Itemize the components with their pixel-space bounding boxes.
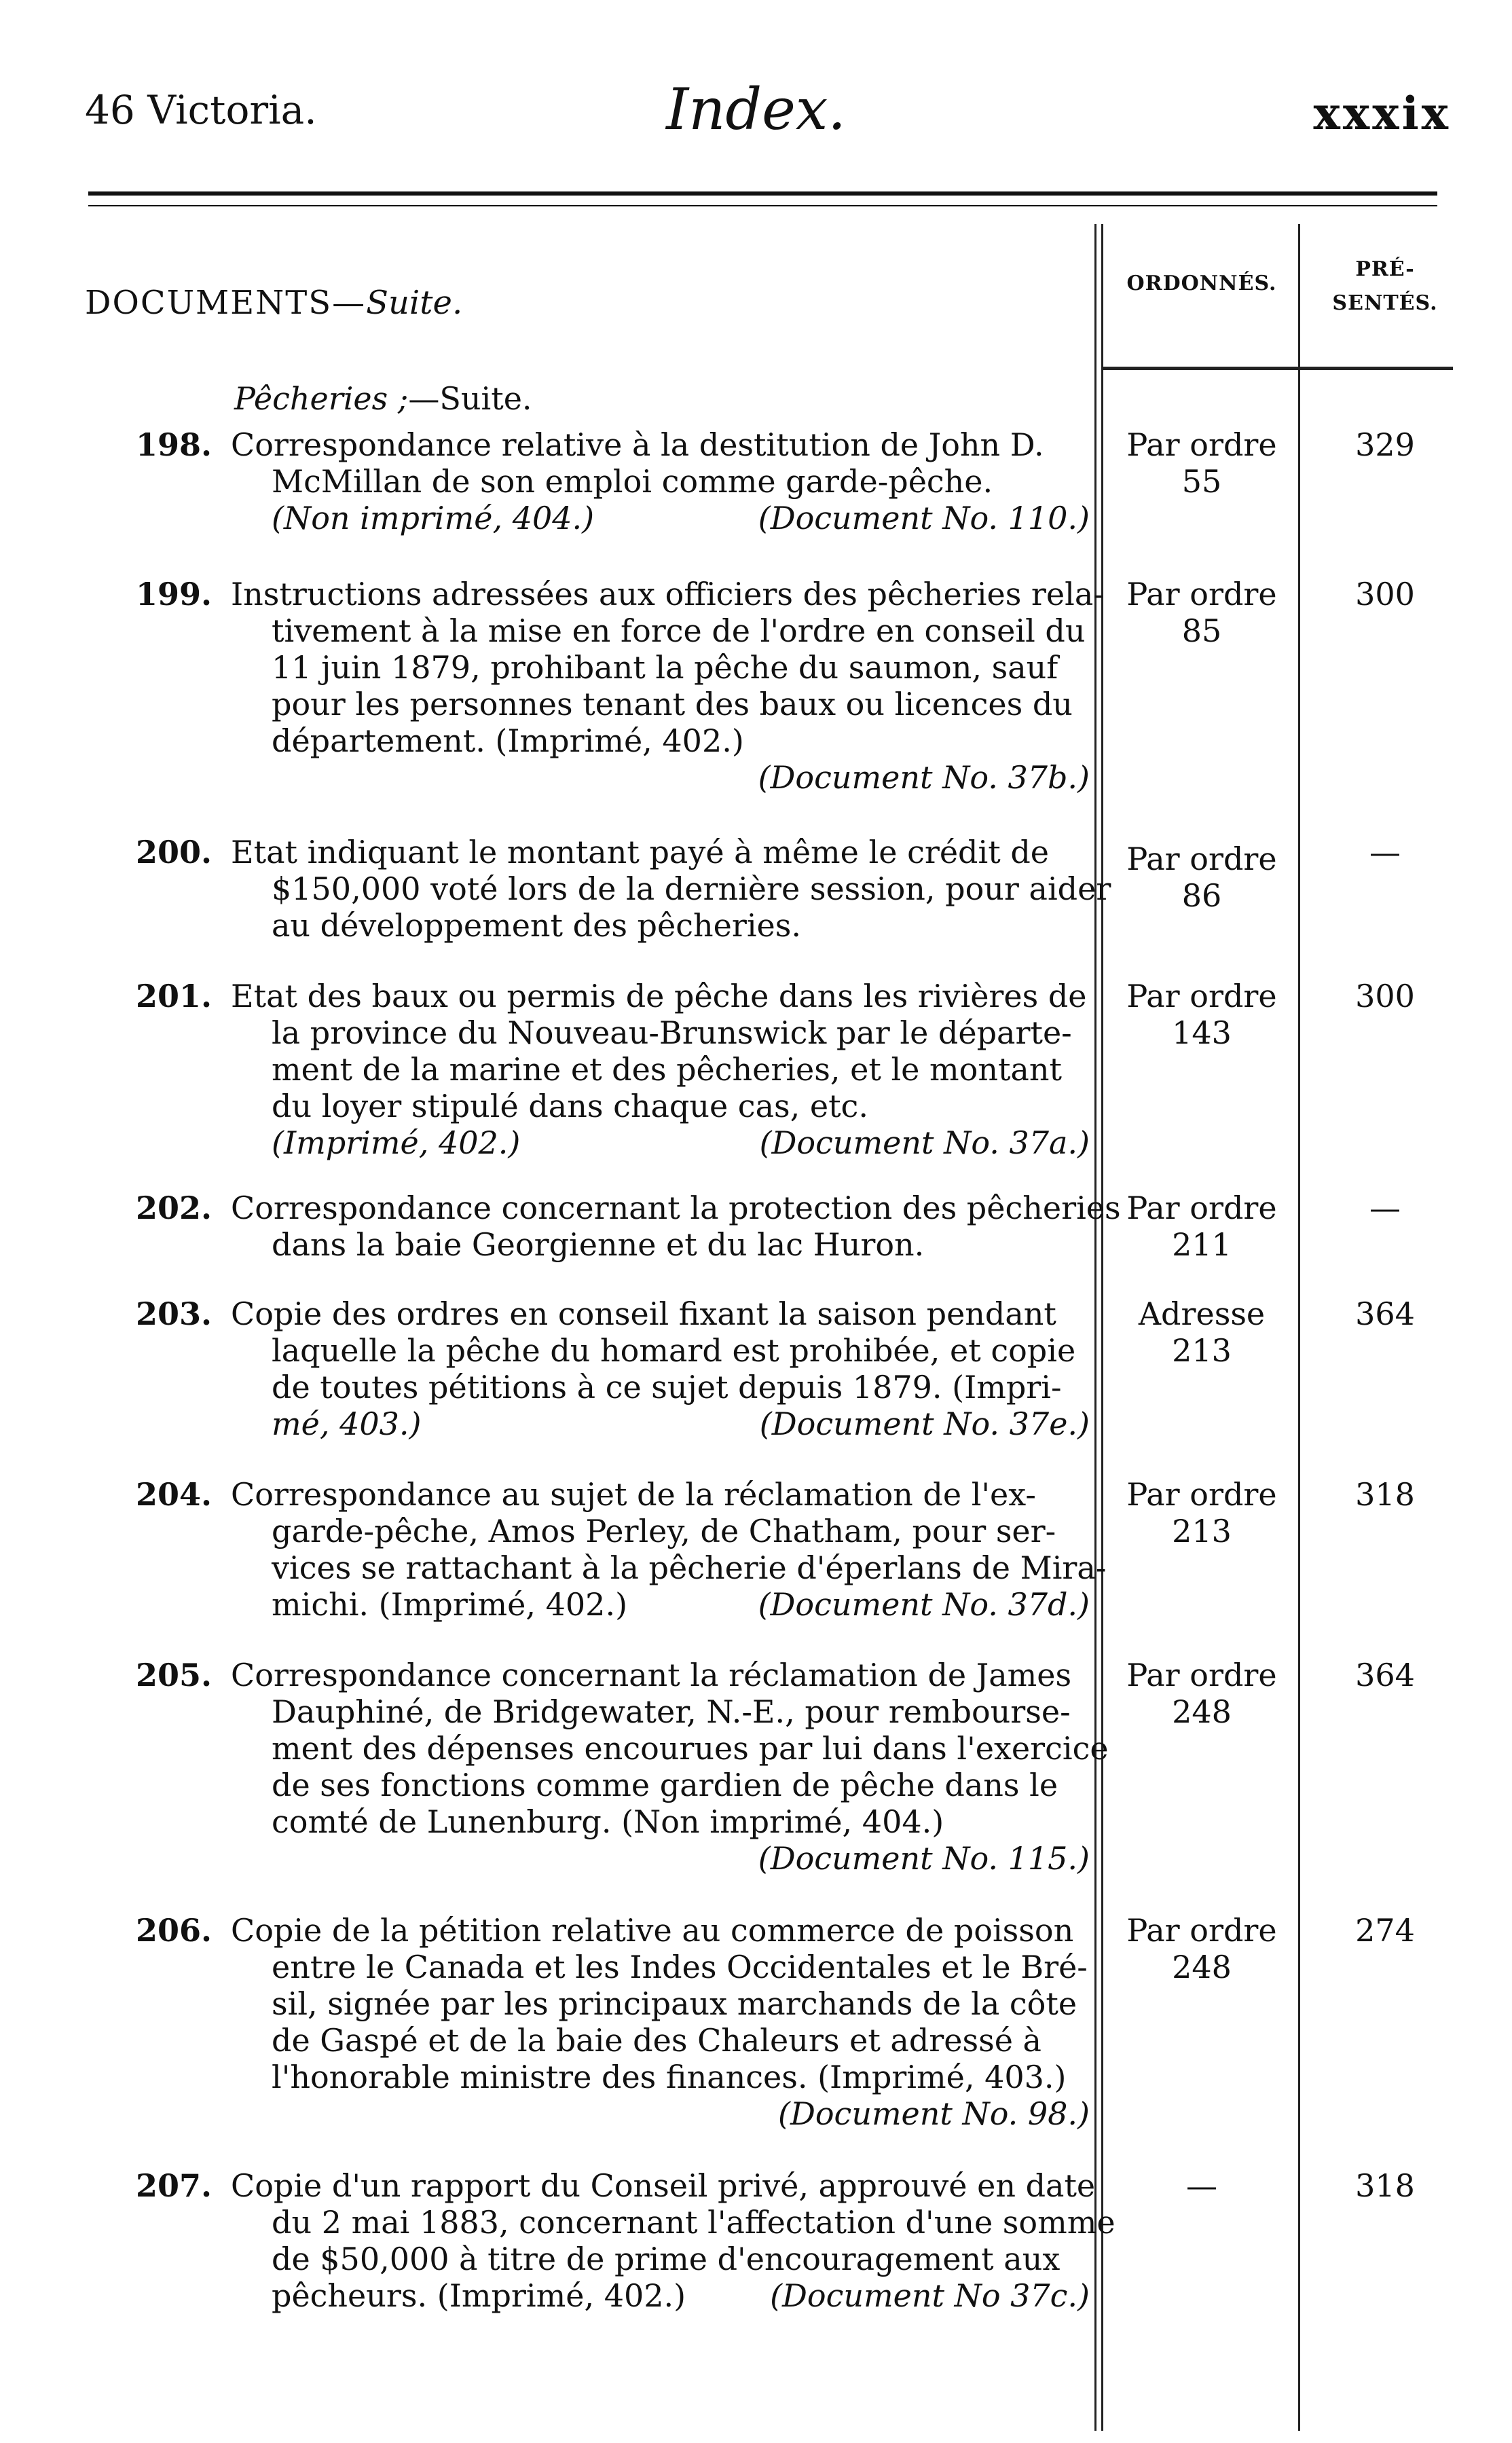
header-rule-thick bbox=[88, 191, 1437, 196]
column-header-ordonnes: ORDONNÉS. bbox=[1126, 272, 1277, 295]
entry-presentes: 364 bbox=[1355, 1296, 1415, 1332]
entry-number: 198. bbox=[136, 426, 213, 463]
entry-text bbox=[231, 1476, 1107, 1623]
entry-line: de ses fonctions comme gardien de pêche dans le bbox=[272, 1767, 1058, 1803]
entry-presentes: 274 bbox=[1355, 1912, 1415, 1949]
entry-ordonnes bbox=[1107, 426, 1297, 500]
entry-line: Correspondance relative à la destitution de John D. bbox=[231, 426, 1044, 463]
entry-line: comté de Lunenburg. (Non imprimé, 404.) bbox=[272, 1803, 944, 1840]
entry-ref-left: (Imprimé, 402.) bbox=[272, 1124, 521, 1161]
column-header-presentes-line2: SENTÉS. bbox=[1332, 291, 1438, 315]
entry-number: 205. bbox=[136, 1657, 213, 1693]
entry-ordonnes bbox=[1107, 1657, 1297, 1730]
entry-line: du 2 mai 1883, concernant l'affectation d'une somme bbox=[272, 2204, 1115, 2241]
entry-ref-left: (Non imprimé, 404.) bbox=[272, 500, 595, 536]
entry-reference bbox=[231, 2277, 1090, 2314]
entry-ordonnes-number: 143 bbox=[1172, 1014, 1232, 1051]
entry-text bbox=[231, 2167, 1115, 2314]
entry-ref-right: (Document No. 98.) bbox=[778, 2095, 1090, 2132]
entry-line: au développement des pêcheries. bbox=[272, 907, 801, 944]
entry-ordonnes bbox=[1107, 978, 1297, 1051]
entry-presentes: 300 bbox=[1355, 978, 1415, 1014]
entry-ordonnes bbox=[1107, 1476, 1297, 1549]
entry-text bbox=[231, 1912, 1090, 2132]
entry-text bbox=[231, 1657, 1109, 1877]
column-header-presentes bbox=[1304, 253, 1467, 320]
section-title-suffix: Suite. bbox=[366, 284, 463, 322]
entry-ordonnes-type: Par ordre bbox=[1126, 841, 1277, 877]
entry-line: garde-pêche, Amos Perley, de Chatham, pour ser- bbox=[272, 1513, 1056, 1549]
entry-ref-right: (Document No. 37d.) bbox=[758, 1586, 1090, 1623]
entry-ordonnes-number: 213 bbox=[1172, 1513, 1232, 1549]
entry-line: laquelle la pêche du homard est prohibée, et copie bbox=[272, 1332, 1076, 1369]
entry-text bbox=[231, 1296, 1090, 1442]
entry-line: pour les personnes tenant des baux ou licences du bbox=[272, 686, 1073, 722]
entry-presentes: 364 bbox=[1355, 1657, 1415, 1693]
entry-number: 202. bbox=[136, 1190, 213, 1226]
entry-ref-left: pêcheurs. (Imprimé, 402.) bbox=[272, 2277, 686, 2314]
entry-presentes: 329 bbox=[1355, 426, 1415, 463]
entry-line: 11 juin 1879, prohibant la pêche du saumon, sauf bbox=[272, 649, 1058, 686]
entry-text bbox=[231, 978, 1090, 1161]
entry-reference bbox=[231, 1124, 1090, 1161]
entry-ordonnes-number: 85 bbox=[1181, 612, 1222, 649]
column-divider-ordonnes-presentes bbox=[1298, 224, 1300, 2431]
entry-ref-right: (Document No. 37a.) bbox=[759, 1124, 1090, 1161]
entry-line: ment de la marine et des pêcheries, et le montant bbox=[272, 1051, 1062, 1088]
entry-ref-right: (Document No. 37b.) bbox=[758, 759, 1090, 796]
entry-reference bbox=[231, 500, 1090, 536]
entry-ref-right: (Document No 37c.) bbox=[770, 2277, 1090, 2314]
entry-text bbox=[231, 1190, 1121, 1263]
entry-reference bbox=[231, 1586, 1090, 1623]
running-head-session: 46 Victoria. bbox=[85, 87, 317, 133]
entry-presentes: 318 bbox=[1355, 2167, 1415, 2204]
entry-line: de toutes pétitions à ce sujet depuis 1879. (Impri- bbox=[272, 1369, 1062, 1406]
entry-ordonnes-number: 248 bbox=[1172, 1693, 1232, 1730]
entry-ref-right: (Document No. 110.) bbox=[758, 500, 1090, 536]
section-title-main: DOCUMENTS— bbox=[85, 284, 367, 322]
entry-line: dans la baie Georgienne et du lac Huron. bbox=[272, 1226, 925, 1263]
subsection-suffix: —Suite. bbox=[408, 380, 532, 417]
entry-number: 204. bbox=[136, 1476, 213, 1513]
column-divider-text-ordonnes-double bbox=[1101, 224, 1103, 2431]
entry-line: tivement à la mise en force de l'ordre en conseil du bbox=[272, 612, 1086, 649]
entry-ordonnes-type: Par ordre bbox=[1126, 1190, 1277, 1226]
entry-line: Copie des ordres en conseil fixant la saison pendant bbox=[231, 1296, 1056, 1332]
entry-ordonnes-type: Par ordre bbox=[1126, 1912, 1277, 1949]
entry-line: Etat indiquant le montant payé à même le crédit de bbox=[231, 834, 1049, 870]
entry-number: 207. bbox=[136, 2167, 213, 2204]
entry-line: Correspondance concernant la réclamation de James bbox=[231, 1657, 1072, 1693]
entry-ordonnes-type: Par ordre bbox=[1126, 1476, 1277, 1513]
entry-line: l'honorable ministre des finances. (Imprimé, 403.) bbox=[272, 2059, 1067, 2095]
entry-number: 203. bbox=[136, 1296, 213, 1332]
entry-ordonnes-number: 55 bbox=[1181, 463, 1222, 500]
section-title bbox=[85, 284, 462, 322]
entry-line: de Gaspé et de la baie des Chaleurs et adressé à bbox=[272, 2022, 1041, 2059]
page-number: xxxix bbox=[1313, 87, 1451, 140]
entry-line: ment des dépenses encourues par lui dans l'exercice bbox=[272, 1730, 1109, 1767]
entry-ordonnes-type: — bbox=[1186, 2167, 1217, 2204]
entry-presentes: 318 bbox=[1355, 1476, 1415, 1513]
entry-ordonnes-type: Adresse bbox=[1138, 1296, 1266, 1332]
entry-number: 206. bbox=[136, 1912, 213, 1949]
entry-ordonnes-type: Par ordre bbox=[1126, 576, 1277, 612]
entry-ref-right: (Document No. 115.) bbox=[758, 1840, 1090, 1877]
entry-ordonnes bbox=[1107, 576, 1297, 649]
entry-ref-left: mé, 403.) bbox=[272, 1406, 422, 1442]
entry-line: de $50,000 à titre de prime d'encouragement aux bbox=[272, 2241, 1061, 2277]
entry-line: Copie d'un rapport du Conseil privé, approuvé en date bbox=[231, 2167, 1096, 2204]
entry-ordonnes bbox=[1107, 2167, 1297, 2204]
entry-line: Copie de la pétition relative au commerce de poisson bbox=[231, 1912, 1074, 1949]
entry-ordonnes-number: 211 bbox=[1172, 1226, 1232, 1263]
entry-ref-left: michi. (Imprimé, 402.) bbox=[272, 1586, 628, 1623]
entry-ordonnes-number: 248 bbox=[1172, 1949, 1232, 1985]
entry-line: entre le Canada et les Indes Occidentales et le Bré- bbox=[272, 1949, 1088, 1985]
entry-reference bbox=[231, 1406, 1090, 1442]
entry-presentes: 300 bbox=[1355, 576, 1415, 612]
entry-ordonnes bbox=[1107, 841, 1297, 914]
entry-ordonnes bbox=[1107, 1190, 1297, 1263]
column-divider-text-ordonnes bbox=[1094, 224, 1096, 2431]
entry-line: Correspondance concernant la protection des pêcheries bbox=[231, 1190, 1121, 1226]
entry-line: Etat des baux ou permis de pêche dans les rivières de bbox=[231, 978, 1087, 1014]
entry-text bbox=[231, 834, 1111, 944]
entry-presentes: — bbox=[1369, 834, 1401, 870]
header-rule-thin bbox=[88, 205, 1437, 206]
entry-ordonnes bbox=[1107, 1912, 1297, 1985]
header-underline-presentes bbox=[1300, 367, 1453, 370]
entry-number: 200. bbox=[136, 834, 213, 870]
subsection-label: Pêcheries ; bbox=[234, 380, 409, 417]
entry-line: Dauphiné, de Bridgewater, N.-E., pour rembourse- bbox=[272, 1693, 1071, 1730]
entry-ref-right: (Document No. 37e.) bbox=[759, 1406, 1090, 1442]
entry-text bbox=[231, 426, 1090, 536]
entry-ordonnes-number: 213 bbox=[1172, 1332, 1232, 1369]
entry-line: Instructions adressées aux officiers des pêcheries rela- bbox=[231, 576, 1104, 612]
entry-ordonnes bbox=[1107, 1296, 1297, 1369]
entry-presentes: — bbox=[1369, 1190, 1401, 1226]
column-header-presentes-line1: PRÉ- bbox=[1355, 257, 1415, 281]
entry-ordonnes-type: Par ordre bbox=[1126, 1657, 1277, 1693]
subsection-heading bbox=[234, 380, 532, 417]
entry-line: McMillan de son emploi comme garde-pêche. bbox=[272, 463, 993, 500]
entry-line: la province du Nouveau-Brunswick par le départe- bbox=[272, 1014, 1072, 1051]
entry-line: du loyer stipulé dans chaque cas, etc. bbox=[272, 1088, 868, 1124]
entry-line: $150,000 voté lors de la dernière session, pour aider bbox=[272, 870, 1111, 907]
running-head-title: Index. bbox=[666, 76, 846, 143]
entry-ordonnes-number: 86 bbox=[1181, 877, 1222, 914]
entry-number: 201. bbox=[136, 978, 213, 1014]
entry-text bbox=[231, 576, 1104, 796]
entry-number: 199. bbox=[136, 576, 213, 612]
entry-line: Correspondance au sujet de la réclamation de l'ex- bbox=[231, 1476, 1036, 1513]
entry-ordonnes-type: Par ordre bbox=[1126, 978, 1277, 1014]
entry-ordonnes-type: Par ordre bbox=[1126, 426, 1277, 463]
header-underline-ordonnes bbox=[1103, 367, 1298, 370]
entry-line: département. (Imprimé, 402.) bbox=[272, 722, 744, 759]
entry-line: vices se rattachant à la pêcherie d'éperlans de Mira- bbox=[272, 1549, 1107, 1586]
entry-line: sil, signée par les principaux marchands de la côte bbox=[272, 1985, 1077, 2022]
